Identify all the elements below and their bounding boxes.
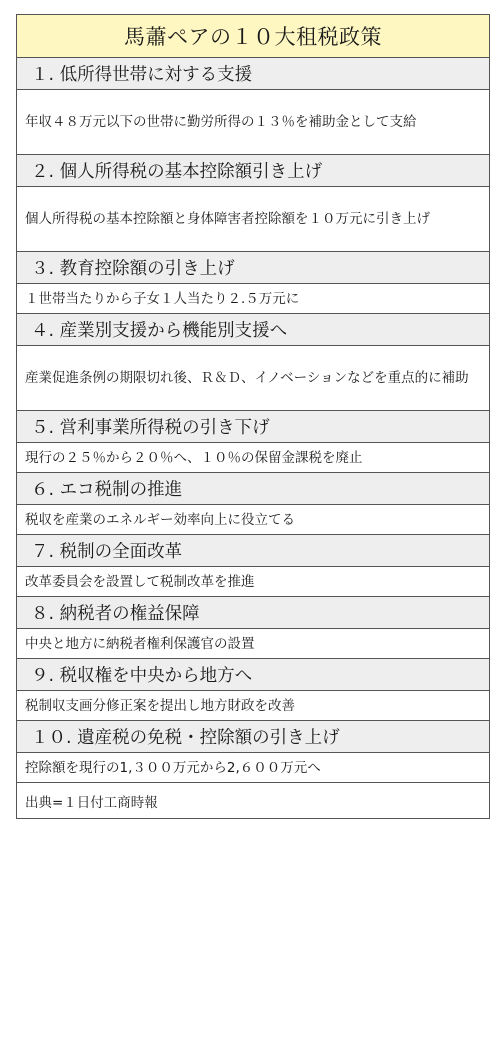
- section-4-body: 産業促進条例の期限切れ後、Ｒ＆Ｄ、イノベーションなどを重点的に補助: [17, 346, 489, 411]
- section-8-heading: ８. 納税者の権益保障: [17, 597, 489, 629]
- section-2-heading: ２. 個人所得税の基本控除額引き上げ: [17, 155, 489, 187]
- section-6-body: 税収を産業のエネルギー効率向上に役立てる: [17, 505, 489, 535]
- section-1-body: 年収４８万元以下の世帯に勤労所得の１３％を補助金として支給: [17, 90, 489, 155]
- section-7-heading: ７. 税制の全面改革: [17, 535, 489, 567]
- section-8-body: 中央と地方に納税者権利保護官の設置: [17, 629, 489, 659]
- table-title: 馬蕭ペアの１０大租税政策: [17, 15, 489, 58]
- section-7-body: 改革委員会を設置して税制改革を推進: [17, 567, 489, 597]
- section-9-heading: ９. 税収権を中央から地方へ: [17, 659, 489, 691]
- section-5-body: 現行の２５％から２０％へ、１０％の保留金課税を廃止: [17, 443, 489, 473]
- section-6-heading: ６. エコ税制の推進: [17, 473, 489, 505]
- source-footer: 出典=１日付工商時報: [17, 783, 489, 819]
- section-4-heading: ４. 産業別支援から機能別支援へ: [17, 314, 489, 346]
- section-3-heading: ３. 教育控除額の引き上げ: [17, 252, 489, 284]
- section-9-body: 税制収支画分修正案を提出し地方財政を改善: [17, 691, 489, 721]
- section-10-body: 控除額を現行の1,３００万元から2,６００万元へ: [17, 753, 489, 783]
- section-10-heading: １０. 遺産税の免税・控除額の引き上げ: [17, 721, 489, 753]
- tax-policy-table: [16, 14, 490, 819]
- section-2-body: 個人所得税の基本控除額と身体障害者控除額を１０万元に引き上げ: [17, 187, 489, 252]
- section-1-heading: １. 低所得世帯に対する支援: [17, 58, 489, 90]
- section-5-heading: ５. 営利事業所得税の引き下げ: [17, 411, 489, 443]
- section-3-body: １世帯当たりから子女１人当たり２.５万元に: [17, 284, 489, 314]
